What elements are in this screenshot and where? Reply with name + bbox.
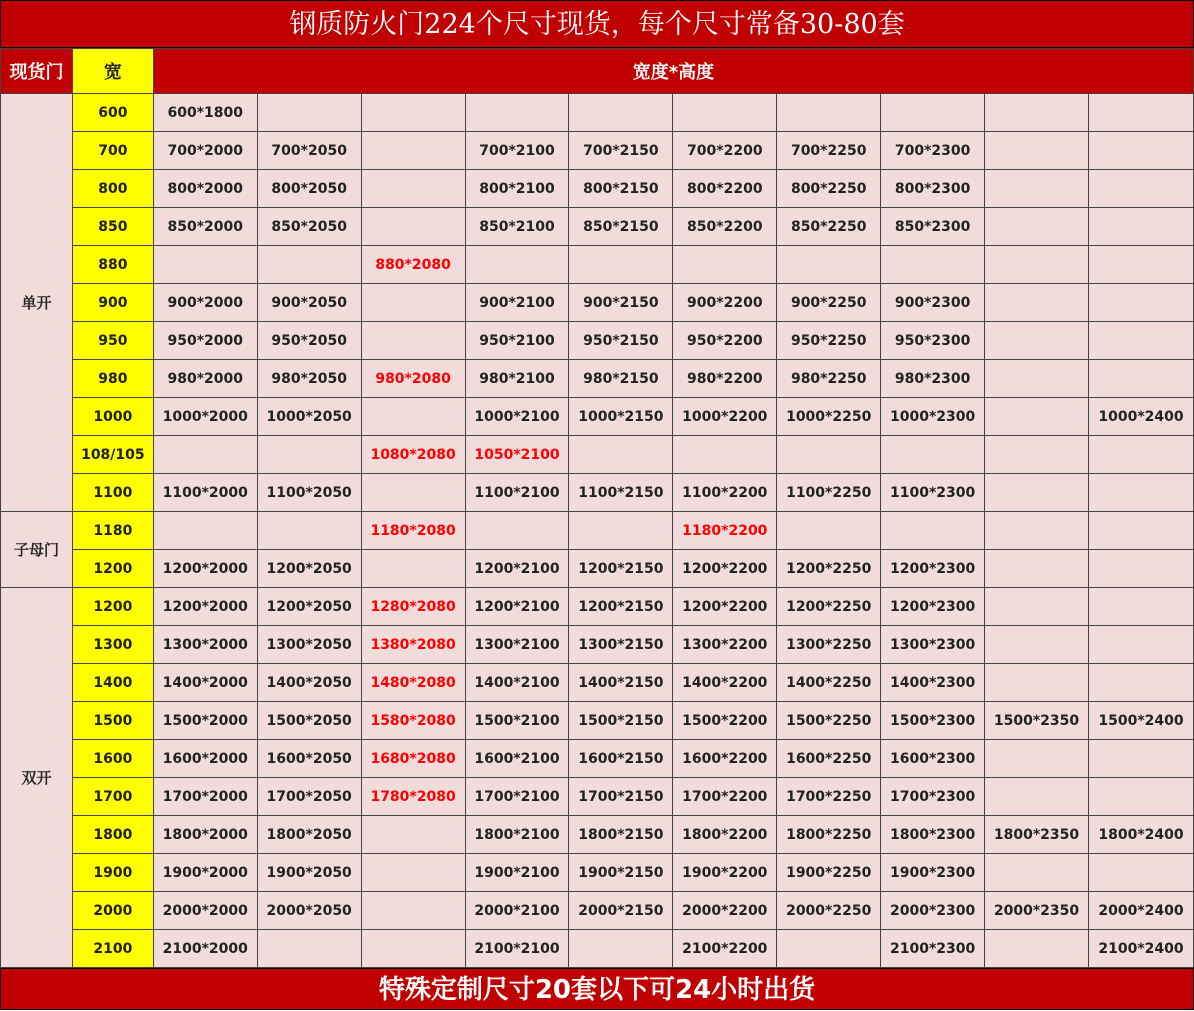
size-cell: 800*2300 xyxy=(881,170,985,208)
table-row xyxy=(1,208,1194,246)
empty-cell xyxy=(881,94,985,132)
size-cell: 1000*2400 xyxy=(1088,398,1193,436)
empty-cell xyxy=(985,246,1089,284)
size-cell: 2000*2300 xyxy=(881,892,985,930)
size-cell: 1200*2100 xyxy=(465,550,569,588)
empty-cell xyxy=(985,170,1089,208)
size-cell: 850*2100 xyxy=(465,208,569,246)
group-label: 单开 xyxy=(1,94,73,512)
width-cell: 1900 xyxy=(72,854,153,892)
empty-cell xyxy=(777,930,881,968)
size-cell: 1600*2250 xyxy=(777,740,881,778)
size-cell: 850*2200 xyxy=(673,208,777,246)
size-cell: 1200*2200 xyxy=(673,588,777,626)
empty-cell xyxy=(361,474,465,512)
empty-cell xyxy=(257,930,361,968)
size-cell: 1200*2000 xyxy=(153,588,257,626)
size-cell: 1700*2050 xyxy=(257,778,361,816)
size-cell: 800*2000 xyxy=(153,170,257,208)
size-cell: 1900*2100 xyxy=(465,854,569,892)
header-width: 宽 xyxy=(72,49,153,94)
size-cell: 700*2100 xyxy=(465,132,569,170)
empty-cell xyxy=(1088,284,1193,322)
size-cell: 1500*2200 xyxy=(673,702,777,740)
empty-cell xyxy=(673,94,777,132)
size-cell: 1100*2150 xyxy=(569,474,673,512)
size-cell: 1000*2050 xyxy=(257,398,361,436)
width-cell: 980 xyxy=(72,360,153,398)
empty-cell xyxy=(1088,740,1193,778)
size-cell: 1400*2300 xyxy=(881,664,985,702)
size-cell: 700*2050 xyxy=(257,132,361,170)
width-cell: 1400 xyxy=(72,664,153,702)
size-cell: 1400*2150 xyxy=(569,664,673,702)
size-cell: 2000*2100 xyxy=(465,892,569,930)
size-cell: 1200*2150 xyxy=(569,588,673,626)
size-cell: 700*2200 xyxy=(673,132,777,170)
width-cell: 1180 xyxy=(72,512,153,550)
size-cell: 1200*2200 xyxy=(673,550,777,588)
size-cell: 1500*2150 xyxy=(569,702,673,740)
table-row xyxy=(1,360,1194,398)
size-cell: 850*2250 xyxy=(777,208,881,246)
size-cell: 1200*2100 xyxy=(465,588,569,626)
table-row xyxy=(1,626,1194,664)
empty-cell xyxy=(569,930,673,968)
empty-cell xyxy=(257,512,361,550)
size-cell: 1200*2150 xyxy=(569,550,673,588)
empty-cell xyxy=(881,512,985,550)
empty-cell xyxy=(1088,512,1193,550)
width-cell: 1100 xyxy=(72,474,153,512)
size-cell: 2000*2050 xyxy=(257,892,361,930)
header-stock-door: 现货门 xyxy=(1,49,73,94)
size-cell: 2000*2150 xyxy=(569,892,673,930)
size-cell: 850*2300 xyxy=(881,208,985,246)
size-cell: 1700*2200 xyxy=(673,778,777,816)
size-cell: 800*2200 xyxy=(673,170,777,208)
size-cell: 880*2080 xyxy=(361,246,465,284)
size-cell: 1600*2300 xyxy=(881,740,985,778)
empty-cell xyxy=(1088,664,1193,702)
empty-cell xyxy=(673,246,777,284)
size-cell: 1600*2050 xyxy=(257,740,361,778)
width-cell: 850 xyxy=(72,208,153,246)
empty-cell xyxy=(985,626,1089,664)
size-cell: 700*2000 xyxy=(153,132,257,170)
empty-cell xyxy=(985,854,1089,892)
width-cell: 1600 xyxy=(72,740,153,778)
size-cell: 600*1800 xyxy=(153,94,257,132)
size-cell: 2000*2200 xyxy=(673,892,777,930)
size-cell: 1500*2000 xyxy=(153,702,257,740)
size-cell: 1200*2050 xyxy=(257,550,361,588)
table-row xyxy=(1,930,1194,968)
empty-cell xyxy=(361,322,465,360)
size-cell: 980*2250 xyxy=(777,360,881,398)
size-cell: 800*2250 xyxy=(777,170,881,208)
width-cell: 1700 xyxy=(72,778,153,816)
size-cell: 1200*2250 xyxy=(777,588,881,626)
empty-cell xyxy=(1088,588,1193,626)
size-cell: 980*2150 xyxy=(569,360,673,398)
table-row xyxy=(1,436,1194,474)
size-cell: 700*2250 xyxy=(777,132,881,170)
size-cell: 2000*2250 xyxy=(777,892,881,930)
size-cell: 800*2100 xyxy=(465,170,569,208)
size-cell: 1900*2050 xyxy=(257,854,361,892)
empty-cell xyxy=(569,436,673,474)
size-cell: 1500*2300 xyxy=(881,702,985,740)
size-cell: 1100*2200 xyxy=(673,474,777,512)
size-cell: 1700*2100 xyxy=(465,778,569,816)
size-cell: 1700*2000 xyxy=(153,778,257,816)
size-cell: 950*2300 xyxy=(881,322,985,360)
size-cell: 1100*2250 xyxy=(777,474,881,512)
size-cell: 1780*2080 xyxy=(361,778,465,816)
size-cell: 900*2200 xyxy=(673,284,777,322)
size-cell: 900*2100 xyxy=(465,284,569,322)
size-cell: 1680*2080 xyxy=(361,740,465,778)
empty-cell xyxy=(985,436,1089,474)
width-cell: 1000 xyxy=(72,398,153,436)
size-cell: 1400*2000 xyxy=(153,664,257,702)
width-cell: 950 xyxy=(72,322,153,360)
empty-cell xyxy=(361,892,465,930)
empty-cell xyxy=(361,132,465,170)
size-cell: 980*2080 xyxy=(361,360,465,398)
size-cell: 900*2250 xyxy=(777,284,881,322)
size-cell: 800*2150 xyxy=(569,170,673,208)
size-cell: 1800*2250 xyxy=(777,816,881,854)
empty-cell xyxy=(985,930,1089,968)
size-cell: 1000*2000 xyxy=(153,398,257,436)
size-cell: 1580*2080 xyxy=(361,702,465,740)
size-cell: 1500*2250 xyxy=(777,702,881,740)
size-cell: 1900*2150 xyxy=(569,854,673,892)
table-row xyxy=(1,550,1194,588)
size-cell: 1500*2100 xyxy=(465,702,569,740)
size-cell: 1400*2050 xyxy=(257,664,361,702)
size-cell: 2000*2350 xyxy=(985,892,1089,930)
size-cell: 900*2050 xyxy=(257,284,361,322)
table-row xyxy=(1,664,1194,702)
empty-cell xyxy=(1088,208,1193,246)
size-cell: 1000*2100 xyxy=(465,398,569,436)
group-label: 双开 xyxy=(1,588,73,968)
empty-cell xyxy=(465,246,569,284)
empty-cell xyxy=(465,512,569,550)
table-row xyxy=(1,474,1194,512)
empty-cell xyxy=(153,246,257,284)
empty-cell xyxy=(257,94,361,132)
empty-cell xyxy=(777,512,881,550)
size-cell: 1400*2200 xyxy=(673,664,777,702)
table-row xyxy=(1,170,1194,208)
width-cell: 700 xyxy=(72,132,153,170)
footer-banner: 特殊定制尺寸20套以下可24小时出货 xyxy=(0,968,1194,1010)
empty-cell xyxy=(985,512,1089,550)
size-cell: 2100*2400 xyxy=(1088,930,1193,968)
size-cell: 1800*2150 xyxy=(569,816,673,854)
size-cell: 1300*2150 xyxy=(569,626,673,664)
header-width-height: 宽度*高度 xyxy=(153,49,1193,94)
width-cell: 880 xyxy=(72,246,153,284)
size-cell: 2000*2000 xyxy=(153,892,257,930)
size-cell: 950*2100 xyxy=(465,322,569,360)
size-cell: 850*2150 xyxy=(569,208,673,246)
table-row xyxy=(1,892,1194,930)
empty-cell xyxy=(1088,94,1193,132)
size-cell: 1180*2080 xyxy=(361,512,465,550)
size-cell: 900*2150 xyxy=(569,284,673,322)
empty-cell xyxy=(1088,436,1193,474)
empty-cell xyxy=(985,474,1089,512)
size-cell: 900*2000 xyxy=(153,284,257,322)
size-cell: 1800*2000 xyxy=(153,816,257,854)
size-cell: 2100*2100 xyxy=(465,930,569,968)
size-cell: 950*2150 xyxy=(569,322,673,360)
width-cell: 1200 xyxy=(72,588,153,626)
table-row xyxy=(1,398,1194,436)
size-cell: 1600*2100 xyxy=(465,740,569,778)
size-cell: 700*2150 xyxy=(569,132,673,170)
size-cell: 1900*2200 xyxy=(673,854,777,892)
size-cell: 1800*2050 xyxy=(257,816,361,854)
size-cell: 1300*2200 xyxy=(673,626,777,664)
empty-cell xyxy=(985,208,1089,246)
size-cell: 980*2000 xyxy=(153,360,257,398)
size-cell: 1000*2300 xyxy=(881,398,985,436)
size-cell: 1800*2200 xyxy=(673,816,777,854)
width-cell: 900 xyxy=(72,284,153,322)
size-cell: 700*2300 xyxy=(881,132,985,170)
size-cell: 980*2050 xyxy=(257,360,361,398)
size-cell: 1280*2080 xyxy=(361,588,465,626)
size-cell: 1500*2350 xyxy=(985,702,1089,740)
size-cell: 1300*2050 xyxy=(257,626,361,664)
size-cell: 950*2050 xyxy=(257,322,361,360)
size-cell: 1900*2300 xyxy=(881,854,985,892)
width-cell: 2000 xyxy=(72,892,153,930)
empty-cell xyxy=(361,816,465,854)
size-cell: 1300*2100 xyxy=(465,626,569,664)
empty-cell xyxy=(361,94,465,132)
empty-cell xyxy=(881,246,985,284)
size-cell: 1100*2300 xyxy=(881,474,985,512)
width-cell: 108/105 xyxy=(72,436,153,474)
size-cell: 800*2050 xyxy=(257,170,361,208)
empty-cell xyxy=(985,550,1089,588)
size-cell: 1300*2000 xyxy=(153,626,257,664)
size-cell: 850*2050 xyxy=(257,208,361,246)
size-cell: 1800*2400 xyxy=(1088,816,1193,854)
empty-cell xyxy=(361,208,465,246)
empty-cell xyxy=(985,588,1089,626)
size-table xyxy=(0,48,1194,968)
empty-cell xyxy=(153,512,257,550)
empty-cell xyxy=(465,94,569,132)
empty-cell xyxy=(985,360,1089,398)
size-cell: 1300*2250 xyxy=(777,626,881,664)
empty-cell xyxy=(1088,132,1193,170)
size-cell: 1600*2000 xyxy=(153,740,257,778)
size-cell: 1500*2050 xyxy=(257,702,361,740)
group-label: 子母门 xyxy=(1,512,73,588)
size-cell: 980*2100 xyxy=(465,360,569,398)
table-row xyxy=(1,132,1194,170)
empty-cell xyxy=(1088,360,1193,398)
table-row xyxy=(1,246,1194,284)
width-cell: 1200 xyxy=(72,550,153,588)
size-cell: 1480*2080 xyxy=(361,664,465,702)
table-row xyxy=(1,94,1194,132)
size-cell: 1700*2250 xyxy=(777,778,881,816)
table-row xyxy=(1,512,1194,550)
empty-cell xyxy=(1088,626,1193,664)
empty-cell xyxy=(1088,854,1193,892)
empty-cell xyxy=(1088,322,1193,360)
empty-cell xyxy=(777,246,881,284)
empty-cell xyxy=(985,94,1089,132)
size-cell: 1000*2200 xyxy=(673,398,777,436)
size-cell: 1800*2300 xyxy=(881,816,985,854)
empty-cell xyxy=(1088,474,1193,512)
empty-cell xyxy=(777,436,881,474)
size-cell: 980*2300 xyxy=(881,360,985,398)
size-cell: 1800*2350 xyxy=(985,816,1089,854)
empty-cell xyxy=(1088,778,1193,816)
size-cell: 1080*2080 xyxy=(361,436,465,474)
table-row xyxy=(1,322,1194,360)
empty-cell xyxy=(985,778,1089,816)
size-cell: 850*2000 xyxy=(153,208,257,246)
size-cell: 2100*2000 xyxy=(153,930,257,968)
size-cell: 1100*2050 xyxy=(257,474,361,512)
empty-cell xyxy=(257,436,361,474)
empty-cell xyxy=(153,436,257,474)
size-cell: 1200*2300 xyxy=(881,550,985,588)
size-cell: 2100*2300 xyxy=(881,930,985,968)
size-cell: 1800*2100 xyxy=(465,816,569,854)
table-header-row xyxy=(1,49,1194,94)
empty-cell xyxy=(985,740,1089,778)
table-row xyxy=(1,816,1194,854)
empty-cell xyxy=(985,132,1089,170)
empty-cell xyxy=(361,854,465,892)
table-row xyxy=(1,740,1194,778)
empty-cell xyxy=(361,550,465,588)
empty-cell xyxy=(257,246,361,284)
size-cell: 1200*2050 xyxy=(257,588,361,626)
empty-cell xyxy=(361,930,465,968)
width-cell: 1500 xyxy=(72,702,153,740)
size-cell: 1600*2150 xyxy=(569,740,673,778)
table-row xyxy=(1,854,1194,892)
size-cell: 1700*2300 xyxy=(881,778,985,816)
size-cell: 980*2200 xyxy=(673,360,777,398)
size-cell: 1200*2300 xyxy=(881,588,985,626)
size-cell: 950*2250 xyxy=(777,322,881,360)
empty-cell xyxy=(985,322,1089,360)
empty-cell xyxy=(881,436,985,474)
size-cell: 1900*2000 xyxy=(153,854,257,892)
empty-cell xyxy=(985,398,1089,436)
table-row xyxy=(1,778,1194,816)
empty-cell xyxy=(361,284,465,322)
size-cell: 1400*2250 xyxy=(777,664,881,702)
size-cell: 1200*2250 xyxy=(777,550,881,588)
empty-cell xyxy=(777,94,881,132)
width-cell: 1800 xyxy=(72,816,153,854)
size-cell: 1900*2250 xyxy=(777,854,881,892)
size-cell: 950*2200 xyxy=(673,322,777,360)
size-cell: 950*2000 xyxy=(153,322,257,360)
size-cell: 1000*2250 xyxy=(777,398,881,436)
empty-cell xyxy=(361,170,465,208)
size-cell: 1380*2080 xyxy=(361,626,465,664)
size-cell: 1400*2100 xyxy=(465,664,569,702)
empty-cell xyxy=(361,398,465,436)
width-cell: 1300 xyxy=(72,626,153,664)
size-cell: 1050*2100 xyxy=(465,436,569,474)
empty-cell xyxy=(985,664,1089,702)
empty-cell xyxy=(569,512,673,550)
size-cell: 1200*2000 xyxy=(153,550,257,588)
empty-cell xyxy=(985,284,1089,322)
size-cell: 2100*2200 xyxy=(673,930,777,968)
size-cell: 2000*2400 xyxy=(1088,892,1193,930)
empty-cell xyxy=(673,436,777,474)
page-title: 钢质防火门224个尺寸现货，每个尺寸常备30-80套 xyxy=(0,0,1194,48)
width-cell: 600 xyxy=(72,94,153,132)
size-cell: 1180*2200 xyxy=(673,512,777,550)
empty-cell xyxy=(1088,550,1193,588)
width-cell: 800 xyxy=(72,170,153,208)
size-cell: 1600*2200 xyxy=(673,740,777,778)
size-cell: 1100*2000 xyxy=(153,474,257,512)
size-cell: 1100*2100 xyxy=(465,474,569,512)
size-cell: 1500*2400 xyxy=(1088,702,1193,740)
size-cell: 1300*2300 xyxy=(881,626,985,664)
empty-cell xyxy=(569,246,673,284)
empty-cell xyxy=(1088,170,1193,208)
empty-cell xyxy=(1088,246,1193,284)
size-cell: 1000*2150 xyxy=(569,398,673,436)
size-cell: 1700*2150 xyxy=(569,778,673,816)
size-cell: 900*2300 xyxy=(881,284,985,322)
table-row xyxy=(1,588,1194,626)
empty-cell xyxy=(569,94,673,132)
width-cell: 2100 xyxy=(72,930,153,968)
table-row xyxy=(1,702,1194,740)
table-row xyxy=(1,284,1194,322)
